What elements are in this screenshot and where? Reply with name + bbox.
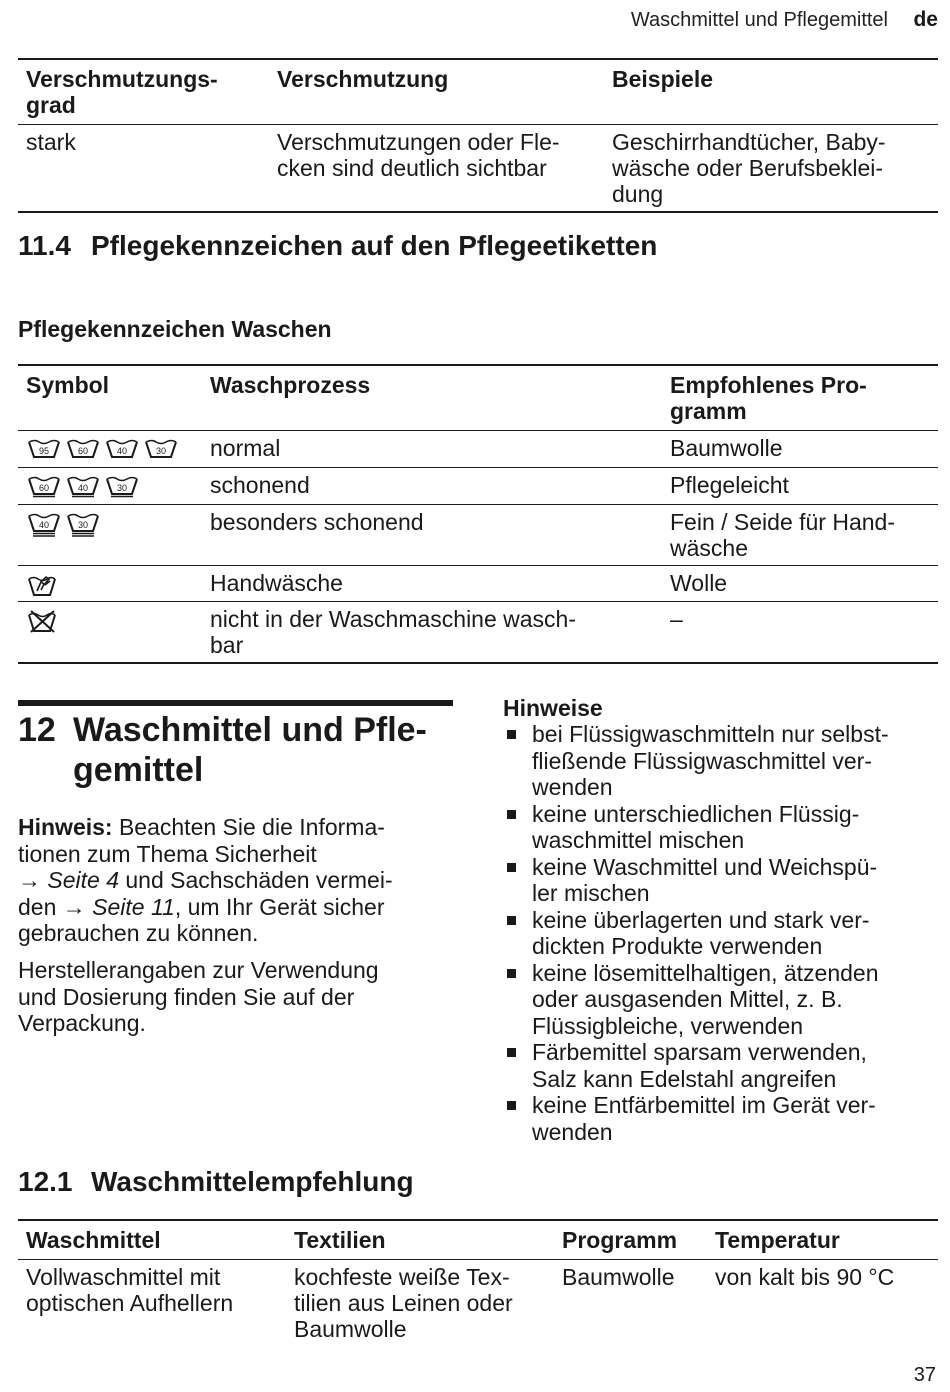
cell-examples: Geschirrhandtücher, Baby- wäsche oder Berufsbeklei- dung (604, 125, 938, 213)
cell-symbols (18, 565, 202, 601)
cell-symbols (18, 601, 202, 663)
cell-detergent: Vollwaschmittel mit optischen Aufhellern (26, 1264, 234, 1316)
cell-symbols (18, 431, 202, 468)
cell-program: Baumwolle (662, 431, 938, 468)
section-title-line2: gemittel (73, 751, 204, 789)
table-header-row (18, 1220, 938, 1260)
note-text: , um Ihr Gerät sicher (174, 893, 385, 920)
page-link-damage[interactable]: Seite 11 (92, 893, 175, 920)
cell-program: Fein / Seide für Hand- wäsche (662, 504, 938, 565)
cell-program: Wolle (662, 565, 938, 601)
cell-process: Handwäsche (202, 565, 662, 601)
table-row (18, 565, 938, 601)
cell-program: Baumwolle (562, 1264, 675, 1290)
cell-program: Pflegeleicht (662, 467, 938, 504)
col-header-soiling: Verschmutzung (269, 59, 604, 125)
cell-soil-level: stark (18, 125, 269, 213)
section-heading-11-4 (18, 230, 657, 262)
section-heading-12-1 (18, 1166, 414, 1198)
notes-heading: Hinweise (503, 695, 603, 721)
wash-tub-40-icon (65, 474, 101, 500)
section-title: Pflegekennzeichen auf den Pflegeetiketten (91, 230, 658, 261)
cell-program: – (662, 601, 938, 663)
col-header-program: Empfohlenes Pro- gramm (662, 365, 938, 431)
subheading-care-wash: Pflegekennzeichen Waschen (18, 316, 332, 342)
table-row (18, 125, 938, 213)
note-text: Beachten Sie die Informa- (118, 814, 385, 840)
arrow-icon: → (18, 867, 41, 893)
section-title-line1: Waschmittel und Pfle- (73, 711, 427, 749)
wash-temperature-label: 30 (77, 519, 89, 530)
cell-process: schonend (202, 467, 662, 504)
list-item: keine Waschmittel und Weichspü- ler mischen (503, 854, 933, 907)
table-row (18, 467, 938, 504)
section-number: 11.4 (18, 230, 71, 261)
section-title: Waschmittelempfehlung (91, 1166, 414, 1197)
page-link-safety[interactable]: Seite 4 (47, 867, 119, 893)
language-code: de (913, 8, 938, 31)
bullet-icon (507, 916, 516, 925)
cell-textiles: kochfeste weiße Tex- tilien aus Leinen oder Baumwolle (294, 1264, 513, 1342)
manufacturer-paragraph: Herstellerangaben zur Verwendung und Dosierung finden Sie auf der Verpackung. (18, 957, 379, 1036)
page-number: 37 (913, 1364, 936, 1386)
wash-temperature-label: 30 (155, 445, 167, 456)
table-row (18, 1260, 938, 1347)
safety-note (18, 814, 458, 947)
notes-list (503, 721, 933, 1145)
col-header-detergent: Waschmittel (18, 1220, 286, 1260)
running-header-title: Waschmittel und Pflegemittel (630, 9, 888, 31)
col-header-textiles: Textilien (286, 1220, 554, 1260)
col-header-temperature: Temperatur (707, 1220, 938, 1260)
col-header-symbol: Symbol (18, 365, 202, 431)
cell-process: normal (202, 431, 662, 468)
bullet-icon (507, 863, 516, 872)
list-item: keine unterschiedlichen Flüssig- waschmittel mischen (503, 801, 933, 854)
table-header-row (18, 59, 938, 125)
wash-tub-40-icon (104, 437, 140, 463)
cell-process: besonders schonend (202, 504, 662, 565)
arrow-icon: → (62, 893, 86, 920)
note-text: tionen zum Thema Sicherheit (18, 840, 317, 867)
cell-symbols (18, 504, 202, 565)
wash-tub-30-icon (143, 437, 179, 463)
bullet-icon (507, 810, 516, 819)
wash-temperature-label: 40 (116, 445, 128, 456)
wash-tub-95-icon (26, 437, 62, 463)
wash-temperature-label: 30 (116, 482, 128, 493)
cell-temperature: von kalt bis 90 °C (715, 1264, 895, 1290)
list-item: keine Entfärbemittel im Gerät ver- wenden (503, 1092, 933, 1145)
wash-tub-30-icon (65, 511, 101, 537)
section-number: 12 (18, 711, 56, 749)
wash-tub-60-icon (65, 437, 101, 463)
do-not-wash-icon (26, 609, 60, 633)
col-header-soil-level: Verschmutzungs- grad (18, 59, 269, 125)
bullet-icon (507, 730, 516, 739)
bullet-icon (507, 1048, 516, 1057)
note-text: gebrauchen zu können. (18, 920, 259, 946)
section-heading-12 (18, 710, 458, 790)
cell-process: nicht in der Waschmaschine wasch- bar (202, 601, 662, 663)
detergent-table (18, 1219, 938, 1346)
section-divider (18, 700, 453, 706)
bullet-icon (507, 969, 516, 978)
wash-temperature-label: 95 (38, 445, 50, 456)
soil-level-table (18, 58, 938, 213)
col-header-examples: Beispiele (604, 59, 938, 125)
notes-box (503, 695, 933, 1145)
list-item: keine überlagerten und stark ver- dickten Produkte verwenden (503, 907, 933, 960)
bullet-icon (507, 1101, 516, 1110)
list-item: keine lösemittelhaltigen, ätzenden oder ausgasenden Mittel, z. B. Flüssigbleiche, verwenden (503, 960, 933, 1040)
list-item: bei Flüssigwaschmitteln nur selbst- fließende Flüssigwaschmittel ver- wenden (503, 721, 933, 801)
care-symbols-table (18, 364, 938, 664)
note-text: und Sachschäden vermei- (125, 867, 393, 893)
section-number: 12.1 (18, 1166, 73, 1197)
wash-tub-40-icon (26, 511, 62, 537)
wash-tub-30-icon (104, 474, 140, 500)
note-label: Hinweis: (18, 814, 113, 840)
list-item: Färbemittel sparsam verwenden, Salz kann Edelstahl angreifen (503, 1039, 933, 1092)
cell-soiling: Verschmutzungen oder Fle- cken sind deutlich sichtbar (269, 125, 604, 213)
table-header-row (18, 365, 938, 431)
table-row (18, 601, 938, 663)
wash-temperature-label: 40 (38, 519, 50, 530)
wash-temperature-label: 60 (77, 445, 89, 456)
wash-temperature-label: 40 (77, 482, 89, 493)
col-header-program: Programm (554, 1220, 707, 1260)
wash-temperature-label: 60 (38, 482, 50, 493)
wash-tub-60-icon (26, 474, 62, 500)
hand-wash-icon (26, 573, 60, 597)
cell-symbols (18, 467, 202, 504)
table-row (18, 431, 938, 468)
note-text: den (18, 893, 57, 920)
table-row (18, 504, 938, 565)
col-header-process: Waschprozess (202, 365, 662, 431)
